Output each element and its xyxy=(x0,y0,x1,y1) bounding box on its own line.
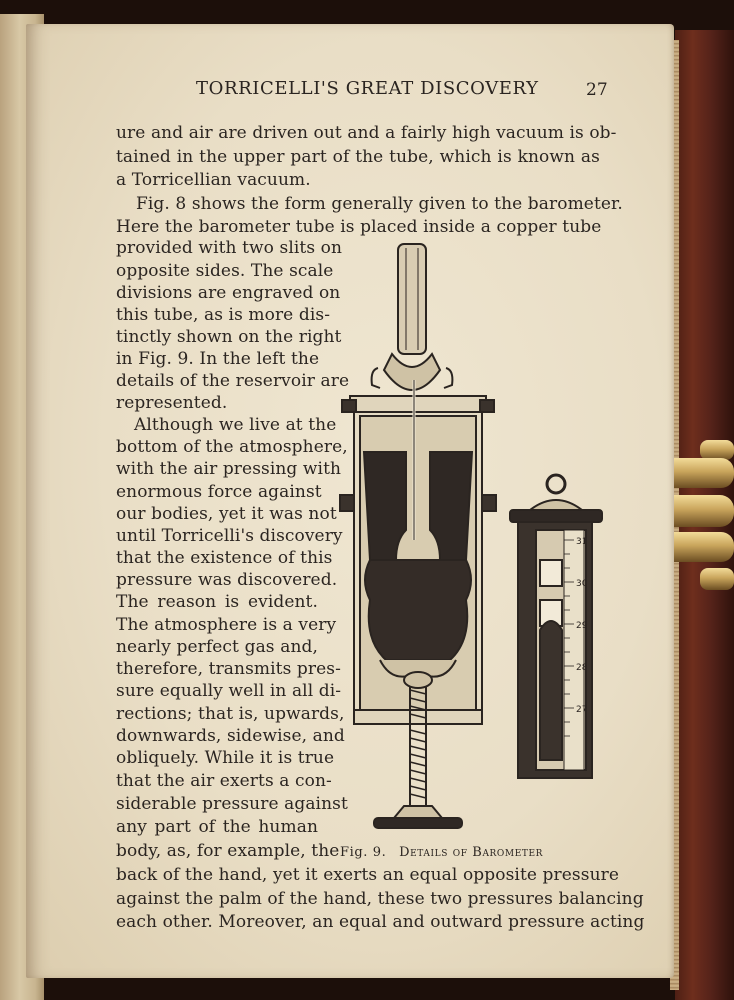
text-line: obliquely. While it is true xyxy=(116,748,335,768)
text-line: tinctly shown on the right xyxy=(116,327,342,347)
scale-label: 27 xyxy=(576,705,588,715)
text-line: against the palm of the hand, these two pressures balancing xyxy=(116,889,644,909)
text-line: ure and air are driven out and a fairly high vacuum is ob- xyxy=(116,123,617,143)
text-line: our bodies, yet it was not xyxy=(116,504,337,524)
text-line: until Torricelli's discovery xyxy=(116,526,343,546)
text-line: The reason is evident. xyxy=(116,592,318,612)
scale-label: 30 xyxy=(576,579,588,589)
figure-title: Details of Barometer xyxy=(399,845,544,860)
text-line: downwards, sidewise, and xyxy=(116,726,345,746)
text-line: The atmosphere is a very xyxy=(116,615,337,635)
text-line: details of the reservoir are xyxy=(116,371,350,391)
text-line: each other. Moreover, an equal and outward pressure acting xyxy=(116,912,645,932)
scale-label: 29 xyxy=(576,621,588,631)
text-line: this tube, as is more dis- xyxy=(116,305,331,325)
scale-label: 28 xyxy=(576,663,588,673)
text-line: rections; that is, upwards, xyxy=(116,704,345,724)
page-number: 27 xyxy=(586,80,608,100)
text-line: Fig. 8 shows the form generally given to the barometer. xyxy=(136,194,623,214)
text-line: opposite sides. The scale xyxy=(116,261,334,281)
text-line: sure equally well in all di- xyxy=(116,681,342,701)
text-line: tained in the upper part of the tube, which is known as xyxy=(116,147,600,167)
scale-tube xyxy=(510,475,602,778)
text-line: nearly perfect gas and, xyxy=(116,637,318,657)
text-line: Although we live at the xyxy=(134,415,337,435)
text-line: enormous force against xyxy=(116,482,322,502)
text-line: a Torricellian vacuum. xyxy=(116,170,311,190)
text-line: pressure was discovered. xyxy=(116,570,338,590)
text-line: body, as, for example, the xyxy=(116,841,340,861)
figure-caption xyxy=(340,845,543,860)
text-line: back of the hand, yet it exerts an equal opposite pressure xyxy=(116,865,620,885)
text-line: represented. xyxy=(116,393,228,413)
text-line: Here the barometer tube is placed inside a copper tube xyxy=(116,217,602,237)
reservoir-detail xyxy=(340,244,496,828)
running-head: TORRICELLI'S GREAT DISCOVERY xyxy=(196,78,539,99)
text-line: any part of the human xyxy=(116,817,318,837)
text-line: that the air exerts a con- xyxy=(116,771,332,791)
text-line: provided with two slits on xyxy=(116,238,343,258)
barometer-engraving xyxy=(330,240,616,840)
text-line: in Fig. 9. In the left the xyxy=(116,349,320,369)
text-line: bottom of the atmosphere, xyxy=(116,437,348,457)
text-line: therefore, transmits pres- xyxy=(116,659,341,679)
text-line: divisions are engraved on xyxy=(116,283,341,303)
figure-number: Fig. 9. xyxy=(340,845,387,860)
text-line: siderable pressure against xyxy=(116,794,348,814)
scale-label: 31 xyxy=(576,537,588,547)
text-line: that the existence of this xyxy=(116,548,333,568)
text-line: with the air pressing with xyxy=(116,459,342,479)
